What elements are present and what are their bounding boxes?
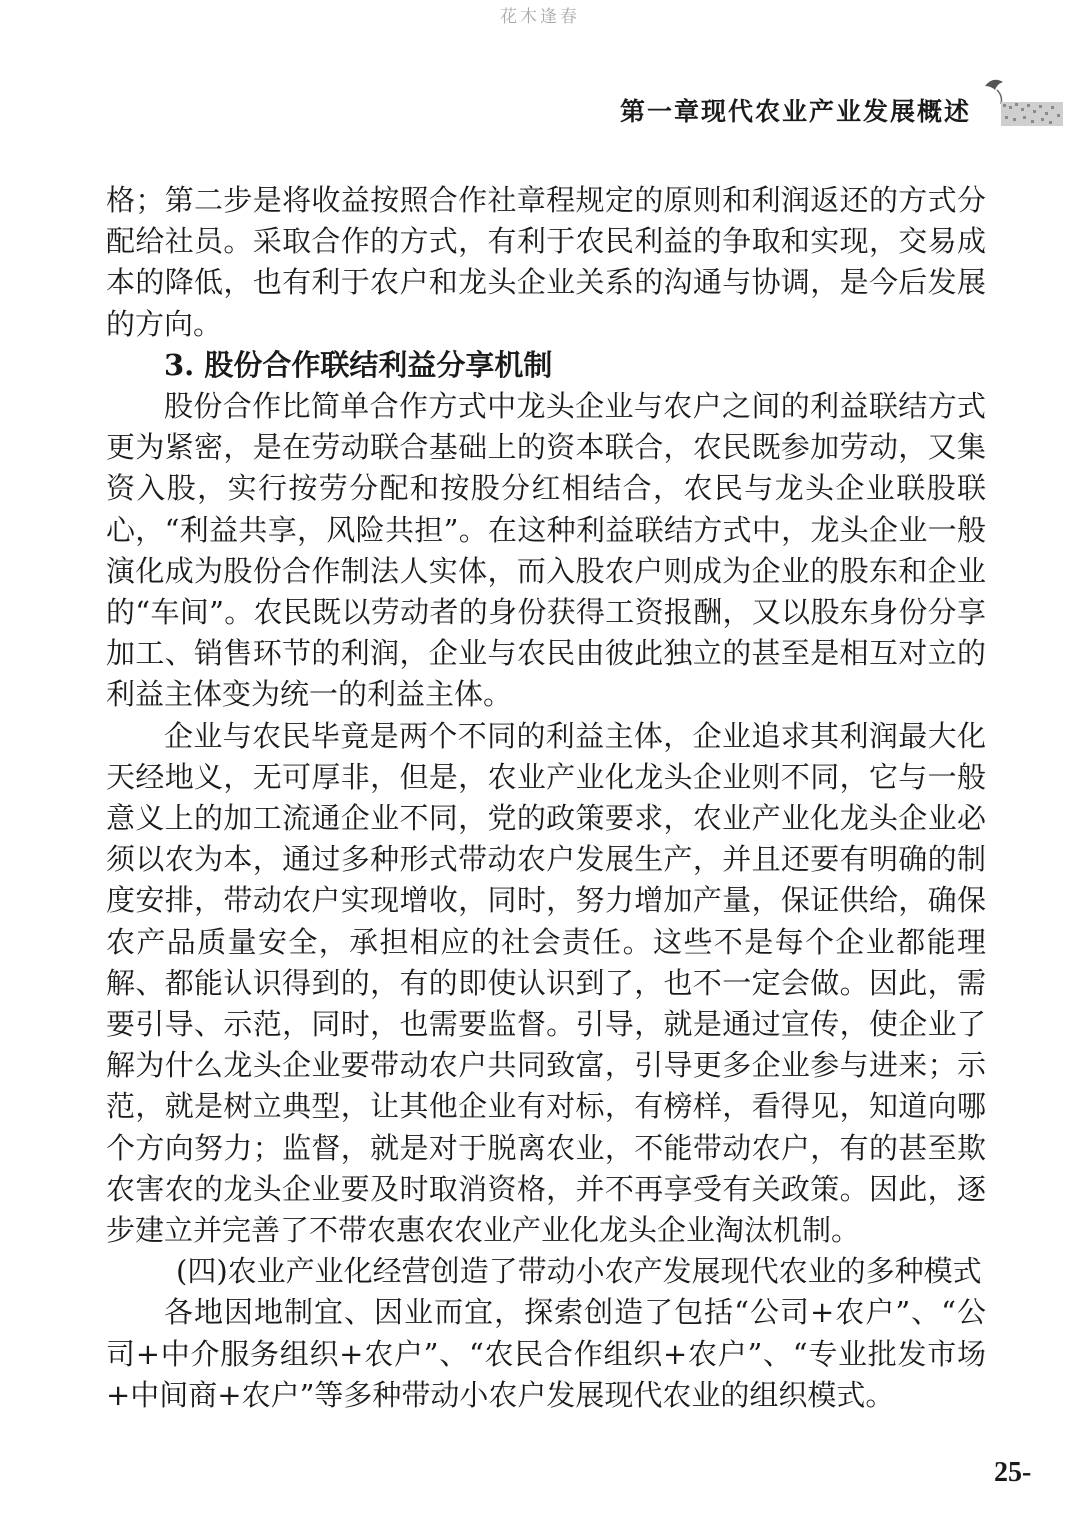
paragraph-enterprise-farmers: 企业与农民毕竟是两个不同的利益主体，企业追求其利润最大化天经地义，无可厚非，但是，农业产业化龙头企业则不同，它与一般意义上的加工流通企业不同，党的政策要求，农业产业化龙头企业必须以农为本，通过多种形式带动农户发展生产，并且还要有明确的制度安排，带动农户实现增收，同时，努力增加产量，保证供给，确保农产品质量安全，承担相应的社会责任。这些不是每个企业都能理解、都能认识得到的，有的即使认识到了，也不一定会做。因此，需要引导、示范，同时，也需要监督。引导，就是通过宣传，使企业了解为什么龙头企业要带动农户共同致富，引导更多企业参与进来；示范，就是树立典型，让其他企业有对标，有榜样，看得见，知道向哪个方向努力；监督，就是对于脱离农业，不能带动农户，有的甚至欺农害农的龙头企业要及时取消资格，并不再享受有关政策。因此，逐步建立并完善了不带农惠农农业产业化龙头企业淘汰机制。 <box>106 718 986 1248</box>
paragraph-models: 各地因地制宜、因业而宜，探索创造了包括“公司+农户”、“公司+中介服务组织+农户”、“农民合作组织+农户”、“专业批发市场+中间商+农户”等多种带动小农户发展现代农业的组织模式。 <box>106 1295 986 1412</box>
paragraph-continuation: 格；第二步是将收益按照合作社章程规定的原则和利润返还的方式分配给社员。采取合作的方式，有利于农民利益的争取和实现，交易成本的降低，也有利于农户和龙头企业关系的沟通与协调，是今后发展的方向。 <box>106 183 986 341</box>
watermark: 花木逢春 <box>500 7 580 27</box>
bird-ornament-icon <box>975 72 1067 132</box>
page-number: 25- <box>994 1457 1032 1488</box>
body-text <box>106 180 986 1416</box>
subheading-share-cooperation: 3. 股份合作联结利益分享机制 <box>164 347 553 382</box>
section-heading-four: (四)农业产业化经营创造了带动小农产发展现代农业的多种模式 <box>176 1254 982 1289</box>
running-head: 第一章现代农业产业发展概述 <box>620 97 972 126</box>
paragraph-share-cooperation: 股份合作比简单合作方式中龙头企业与农户之间的利益联结方式更为紧密，是在劳动联合基础上的资本联合，农民既参加劳动，又集资入股，实行按劳分配和按股分红相结合，农民与龙头企业联股联心，“利益共享，风险共担”。在这种利益联结方式中，龙头企业一般演化成为股份合作制法人实体，而入股农户则成为企业的股东和企业的“车间”。农民既以劳动者的身份获得工资报酬，又以股东身份分享加工、销售环节的利润，企业与农民由彼此独立的甚至是相互对立的利益主体变为统一的利益主体。 <box>106 389 986 712</box>
